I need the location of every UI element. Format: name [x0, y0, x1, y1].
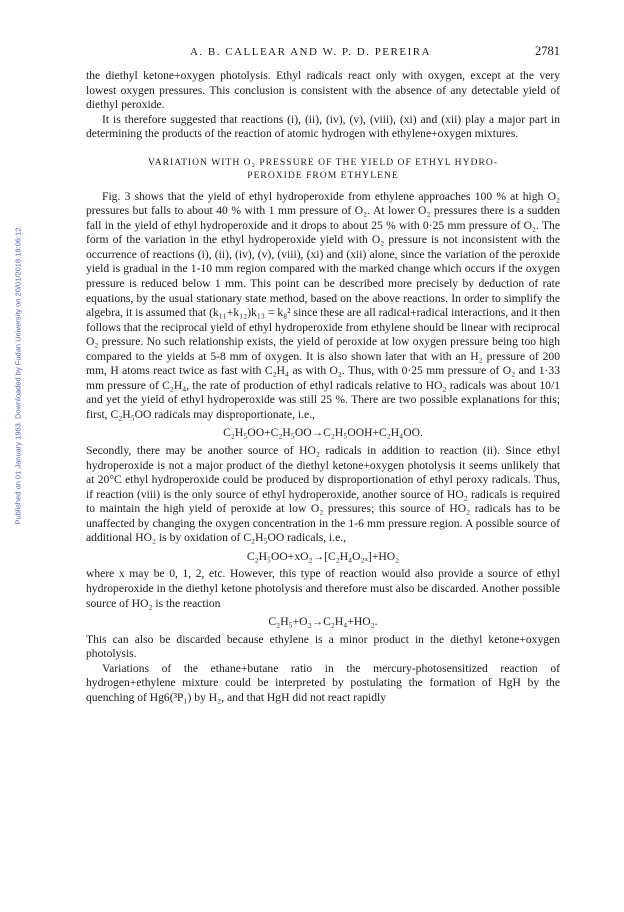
header-authors: A. B. CALLEAR AND W. P. D. PEREIRA [189, 46, 432, 58]
paragraph-5: where x may be 0, 1, 2, etc. However, this type of reaction would also provide a source of ethyl hydroperoxide in the diethyl ketone photolysis and therefore must also be discarded. Another possible source of HO₂ is the reaction [86, 567, 560, 610]
equation-2: C₂H₅OO+xO₂→[C₂H₄O₂ₓ]+HO₂ [246, 549, 400, 563]
paragraph-4: Secondly, there may be another source of HO₂ radicals in addition to reaction (ii). Since ethyl hydroperoxide is not a major product of the diethyl ketone+oxygen photolysis it seems unlikely that at 20°C ethyl hydroperoxide could be produced by disproportionation of ethyl peroxy radicals. Thus, if reaction (viii) is the only source of ethyl hydroperoxide, another source of HO₂ radicals is required to maintain the high yield of peroxide at low O₂ pressures; this source of HO₂ radicals has to be unaffected by changing the oxygen concentration in the 1-6 mm pressure region. A possible source of additional HO₂ is by oxidation of C₂H₅OO radicals, i.e., [86, 444, 560, 545]
paragraph-7: Variations of the ethane+butane ratio in the mercury-photosensitized reaction of hydrogen+ethylene mixture could be interpreted by postulating the formation of HgH by the quenching of Hg6(³P₁) by H₂, and that HgH did not react rapidly [86, 661, 560, 704]
paragraph-6: This can also be discarded because ethylene is a minor product in the diethyl ketone+oxygen photolysis. [86, 632, 560, 661]
paragraph-3: Fig. 3 shows that the yield of ethyl hydroperoxide from ethylene approaches 100 % at high O₂ pressures but falls to about 40 % with 1 mm pressure of O₂. At lower O₂ pressures there is a sudden fall in the yield of ethyl hydroperoxide and it drops to about 25 % with 0·25 mm pressure of O₂. The form of the variation in the ethyl hydroperoxide yield with O₂ pressure is not inconsistent with the occurrence of reactions (i), (ii), (iv), (v), (viii), (xi) and (xii) alone, since the variation of the peroxide yield is gradual in the 1-10 mm region compared with the marked change which occurs if the oxygen pressure is reduced below 1 mm. This point can be described more precisely by deduction of rate equations, by the usual stationary state method, based on the above reactions. In order to simplify the algebra, it is assumed that (k₁₁+k₁₂)k₁₃ = k₈² since these are all radical+radical interactions, and it then follows that the reciprocal yield of ethyl hydroperoxide from ethylene should be linear with reciprocal O₂ pressure. No such relationship exists, the yield of peroxide at low oxygen pressure being too high compared to the yields at 5-8 mm of oxygen. It is also shown later that with an H₂ pressure of 200 mm, H atoms react twice as fast with C₂H₄ as with O₂. Thus, with 0·25 mm pressure of O₂ and 1·33 mm pressure of C₂H₄, the rate of production of ethyl radicals relative to HO₂ radicals was about 10/1 and yet the yield of ethyl hydroperoxide was still 25 %. There are two possible explanations for this; first, C₂H₅OO radicals may disproportionate, i.e., [86, 189, 560, 421]
paragraph-2: It is therefore suggested that reactions (i), (ii), (iv), (v), (viii), (xi) and (xii) play a major part in determining the products of the reaction of atomic hydrogen with ethylene+oxygen mixtures. [86, 112, 560, 141]
page-number: 2781 [535, 44, 560, 58]
running-header [86, 44, 560, 59]
download-margin-note: Published on 01 January 1963. Downloaded by Fudan University on 20/01/2018 18:06:12. [13, 225, 23, 525]
equation-3: C₂H₅+O₂→C₂H₄+HO₂. [268, 615, 378, 629]
paper-page [86, 44, 560, 705]
section-heading-line-2: PEROXIDE FROM ETHYLENE [247, 169, 399, 181]
section-heading [86, 156, 560, 182]
paragraph-1: the diethyl ketone+oxygen photolysis. Ethyl radicals react only with oxygen, except at the very lowest oxygen pressures. This conclusion is consistent with the absence of any detectable yield of diethyl peroxide. [86, 69, 560, 112]
equation-1: C₂H₅OO+C₂H₅OO→C₂H₅OOH+C₂H₄OO. [223, 426, 423, 440]
section-heading-line-1: VARIATION WITH O₂ PRESSURE OF THE YIELD OF ETHYL HYDRO- [148, 156, 498, 168]
